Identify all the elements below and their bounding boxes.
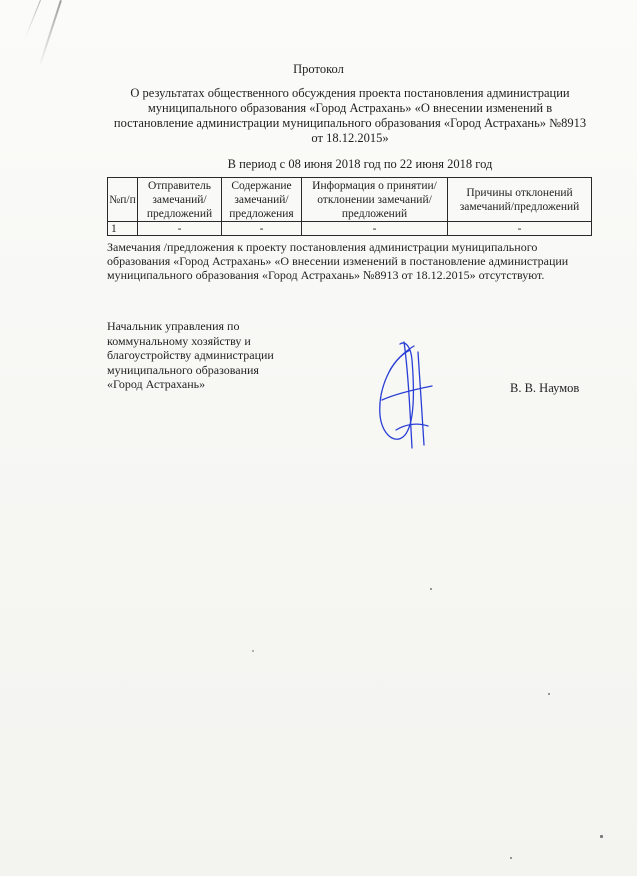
scan-artifact — [25, 0, 41, 37]
table-cell: - — [138, 222, 222, 236]
signer-position — [107, 319, 327, 392]
remark-paragraph — [107, 240, 607, 282]
scan-speck — [600, 835, 603, 838]
handwritten-signature — [360, 330, 440, 455]
scan-artifact — [38, 0, 62, 67]
position-line: благоустройству администрации — [107, 348, 274, 363]
position-line: «Город Астрахань» — [107, 377, 206, 392]
subject-line: постановление администрации муниципального образования «Город Астрахань» №8913 — [113, 116, 587, 130]
signer-name: В. В. Наумов — [510, 381, 580, 395]
table-cell: 1 — [108, 222, 138, 236]
position-line: муниципального образования — [107, 362, 259, 377]
scan-speck — [510, 857, 512, 859]
position-line: Начальник управления по — [107, 319, 240, 333]
subject-line: муниципального образования «Город Астрахань» «О внесении изменений в — [147, 101, 553, 115]
table-header-row — [108, 178, 592, 222]
position-line: коммунальному хозяйству и — [107, 333, 251, 348]
remark-line: Замечания /предложения к проекту постановления администрации муниципального — [107, 240, 538, 254]
table-cell: - — [448, 222, 592, 236]
document-title: Протокол — [293, 62, 344, 76]
document-subject — [110, 86, 590, 146]
header-sender: Отправитель замечаний/ предложений — [138, 178, 222, 222]
scan-speck — [252, 650, 254, 652]
header-number: №п/п — [108, 178, 138, 222]
subject-line: О результатах общественного обсуждения проекта постановления администрации — [130, 86, 570, 100]
table-cell: - — [302, 222, 448, 236]
header-content: Содержание замечаний/ предложения — [222, 178, 302, 222]
scan-speck — [548, 693, 550, 695]
header-decision-info: Информация о принятии/отклонении замечаний/предложений — [302, 178, 448, 222]
scan-speck — [430, 588, 432, 590]
header-rejection-reasons: Причины отклонений замечаний/предложений — [448, 178, 592, 222]
table-cell: - — [222, 222, 302, 236]
remark-line: муниципального образования «Город Астрахань» №8913 от 18.12.2015» отсутствуют. — [107, 268, 545, 282]
discussion-period: В период с 08 июня 2018 год по 22 июня 2018 год — [227, 157, 493, 171]
subject-line: от 18.12.2015» — [311, 131, 389, 145]
results-table — [107, 177, 592, 236]
remark-line: образования «Город Астрахань» «О внесении изменений в постановление администрации — [107, 254, 569, 268]
table-row — [108, 222, 592, 236]
